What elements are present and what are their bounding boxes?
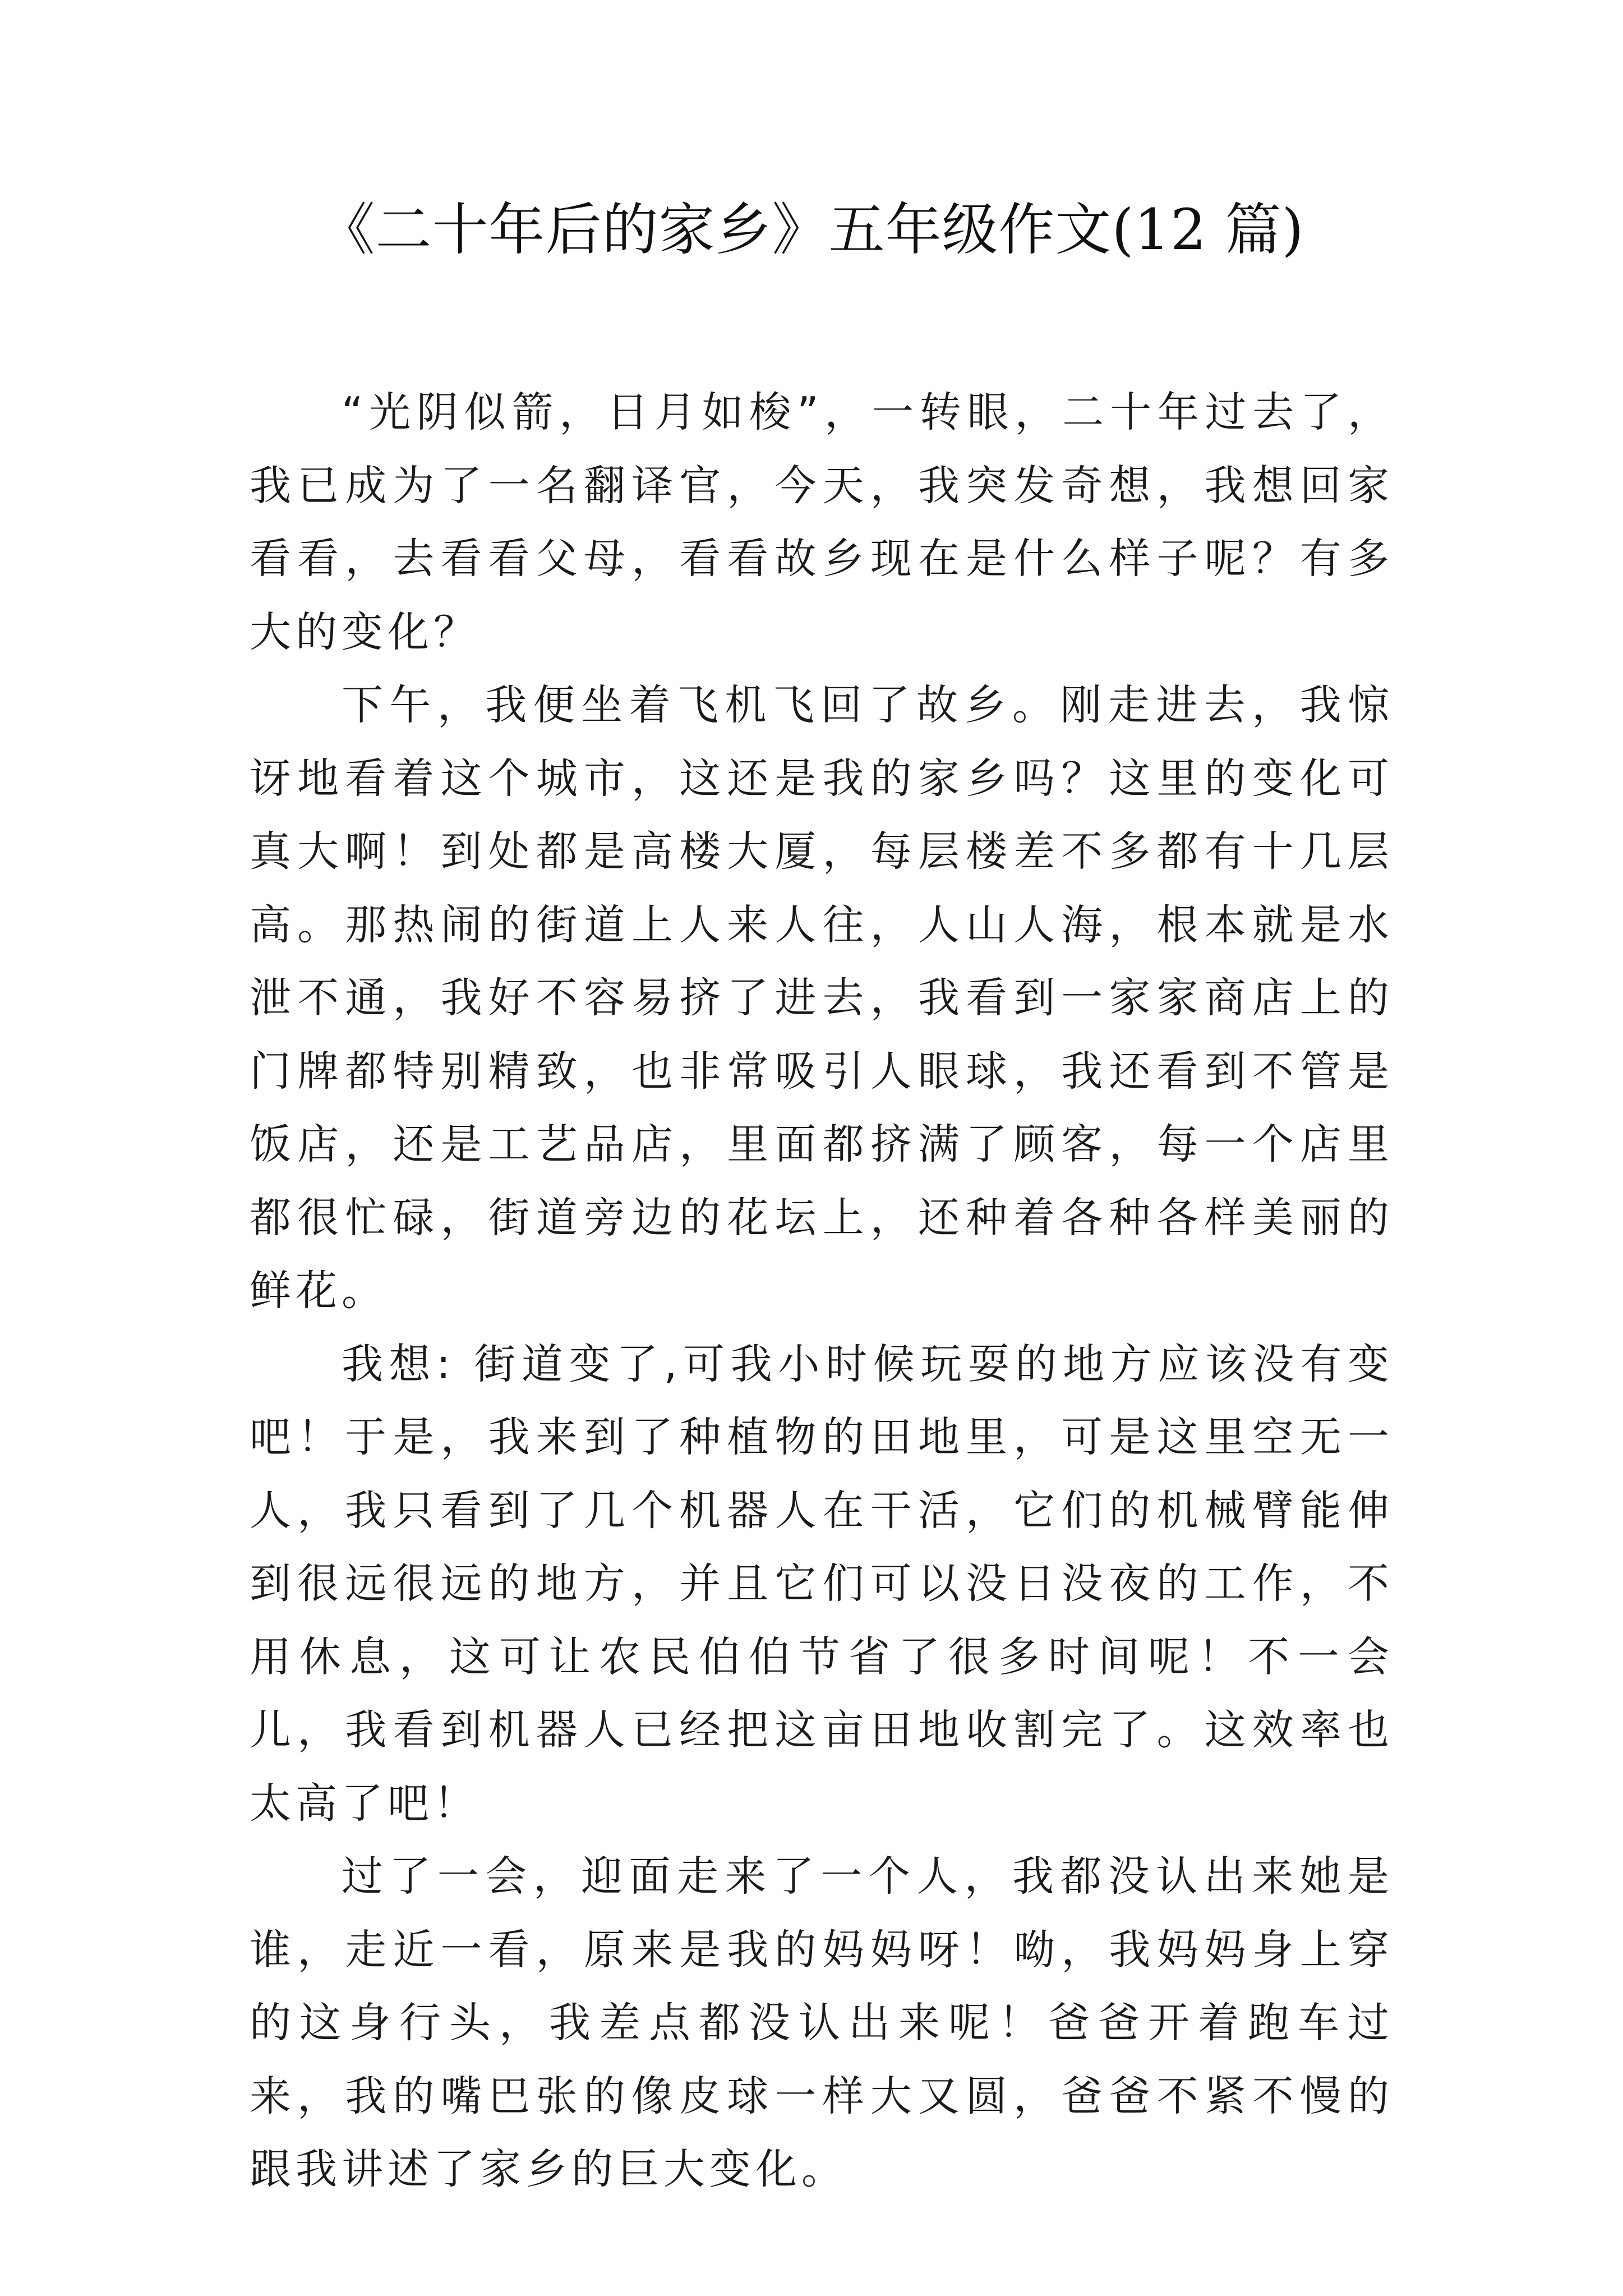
paragraph: 过了一会，迎面走来了一个人，我都没认出来她是谁，走近一看，原来是我的妈妈呀！呦，我妈妈身上穿的这身行头，我差点都没认出来呢！爸爸开着跑车过来，我的嘴巴张的像皮球一样大又圆，爸爸不紧不慢的跟我讲述了家乡的巨大变化。	[250, 1852, 1394, 2193]
document-title: 《二十年后的家乡》五年级作文(12 篇)	[319, 197, 1304, 263]
paragraph: 下午，我便坐着飞机飞回了故乡。刚走进去，我惊讶地看着这个城市，这还是我的家乡吗？这里的变化可真大啊！到处都是高楼大厦，每层楼差不多都有十几层高。那热闹的街道上人来人往，人山人海，根本就是水泄不通，我好不容易挤了进去，我看到一家家商店上的门牌都特别精致，也非常吸引人眼球，我还看到不管是饭店，还是工艺品店，里面都挤满了顾客，每一个店里都很忙碌，街道旁边的花坛上，还种着各种各样美丽的鲜花。	[250, 681, 1394, 1315]
paragraph: “光阴似箭，日月如梭”，一转眼，二十年过去了，我已成为了一名翻译官，今天，我突发奇想，我想回家看看，去看看父母，看看故乡现在是什么样子呢？有多大的变化？	[250, 388, 1394, 656]
paragraph: 我想: 街道变了,可我小时候玩耍的地方应该没有变吧！于是，我来到了种植物的田地里，可是这里空无一人，我只看到了几个机器人在干活，它们的机械臂能伸到很远很远的地方，并且它们可以没日没夜的工作，不用休息，这可让农民伯伯节省了很多时间呢！不一会儿，我看到机器人已经把这亩田地收割完了。这效率也太高了吧！	[250, 1340, 1394, 1828]
document-body	[250, 376, 1394, 2206]
